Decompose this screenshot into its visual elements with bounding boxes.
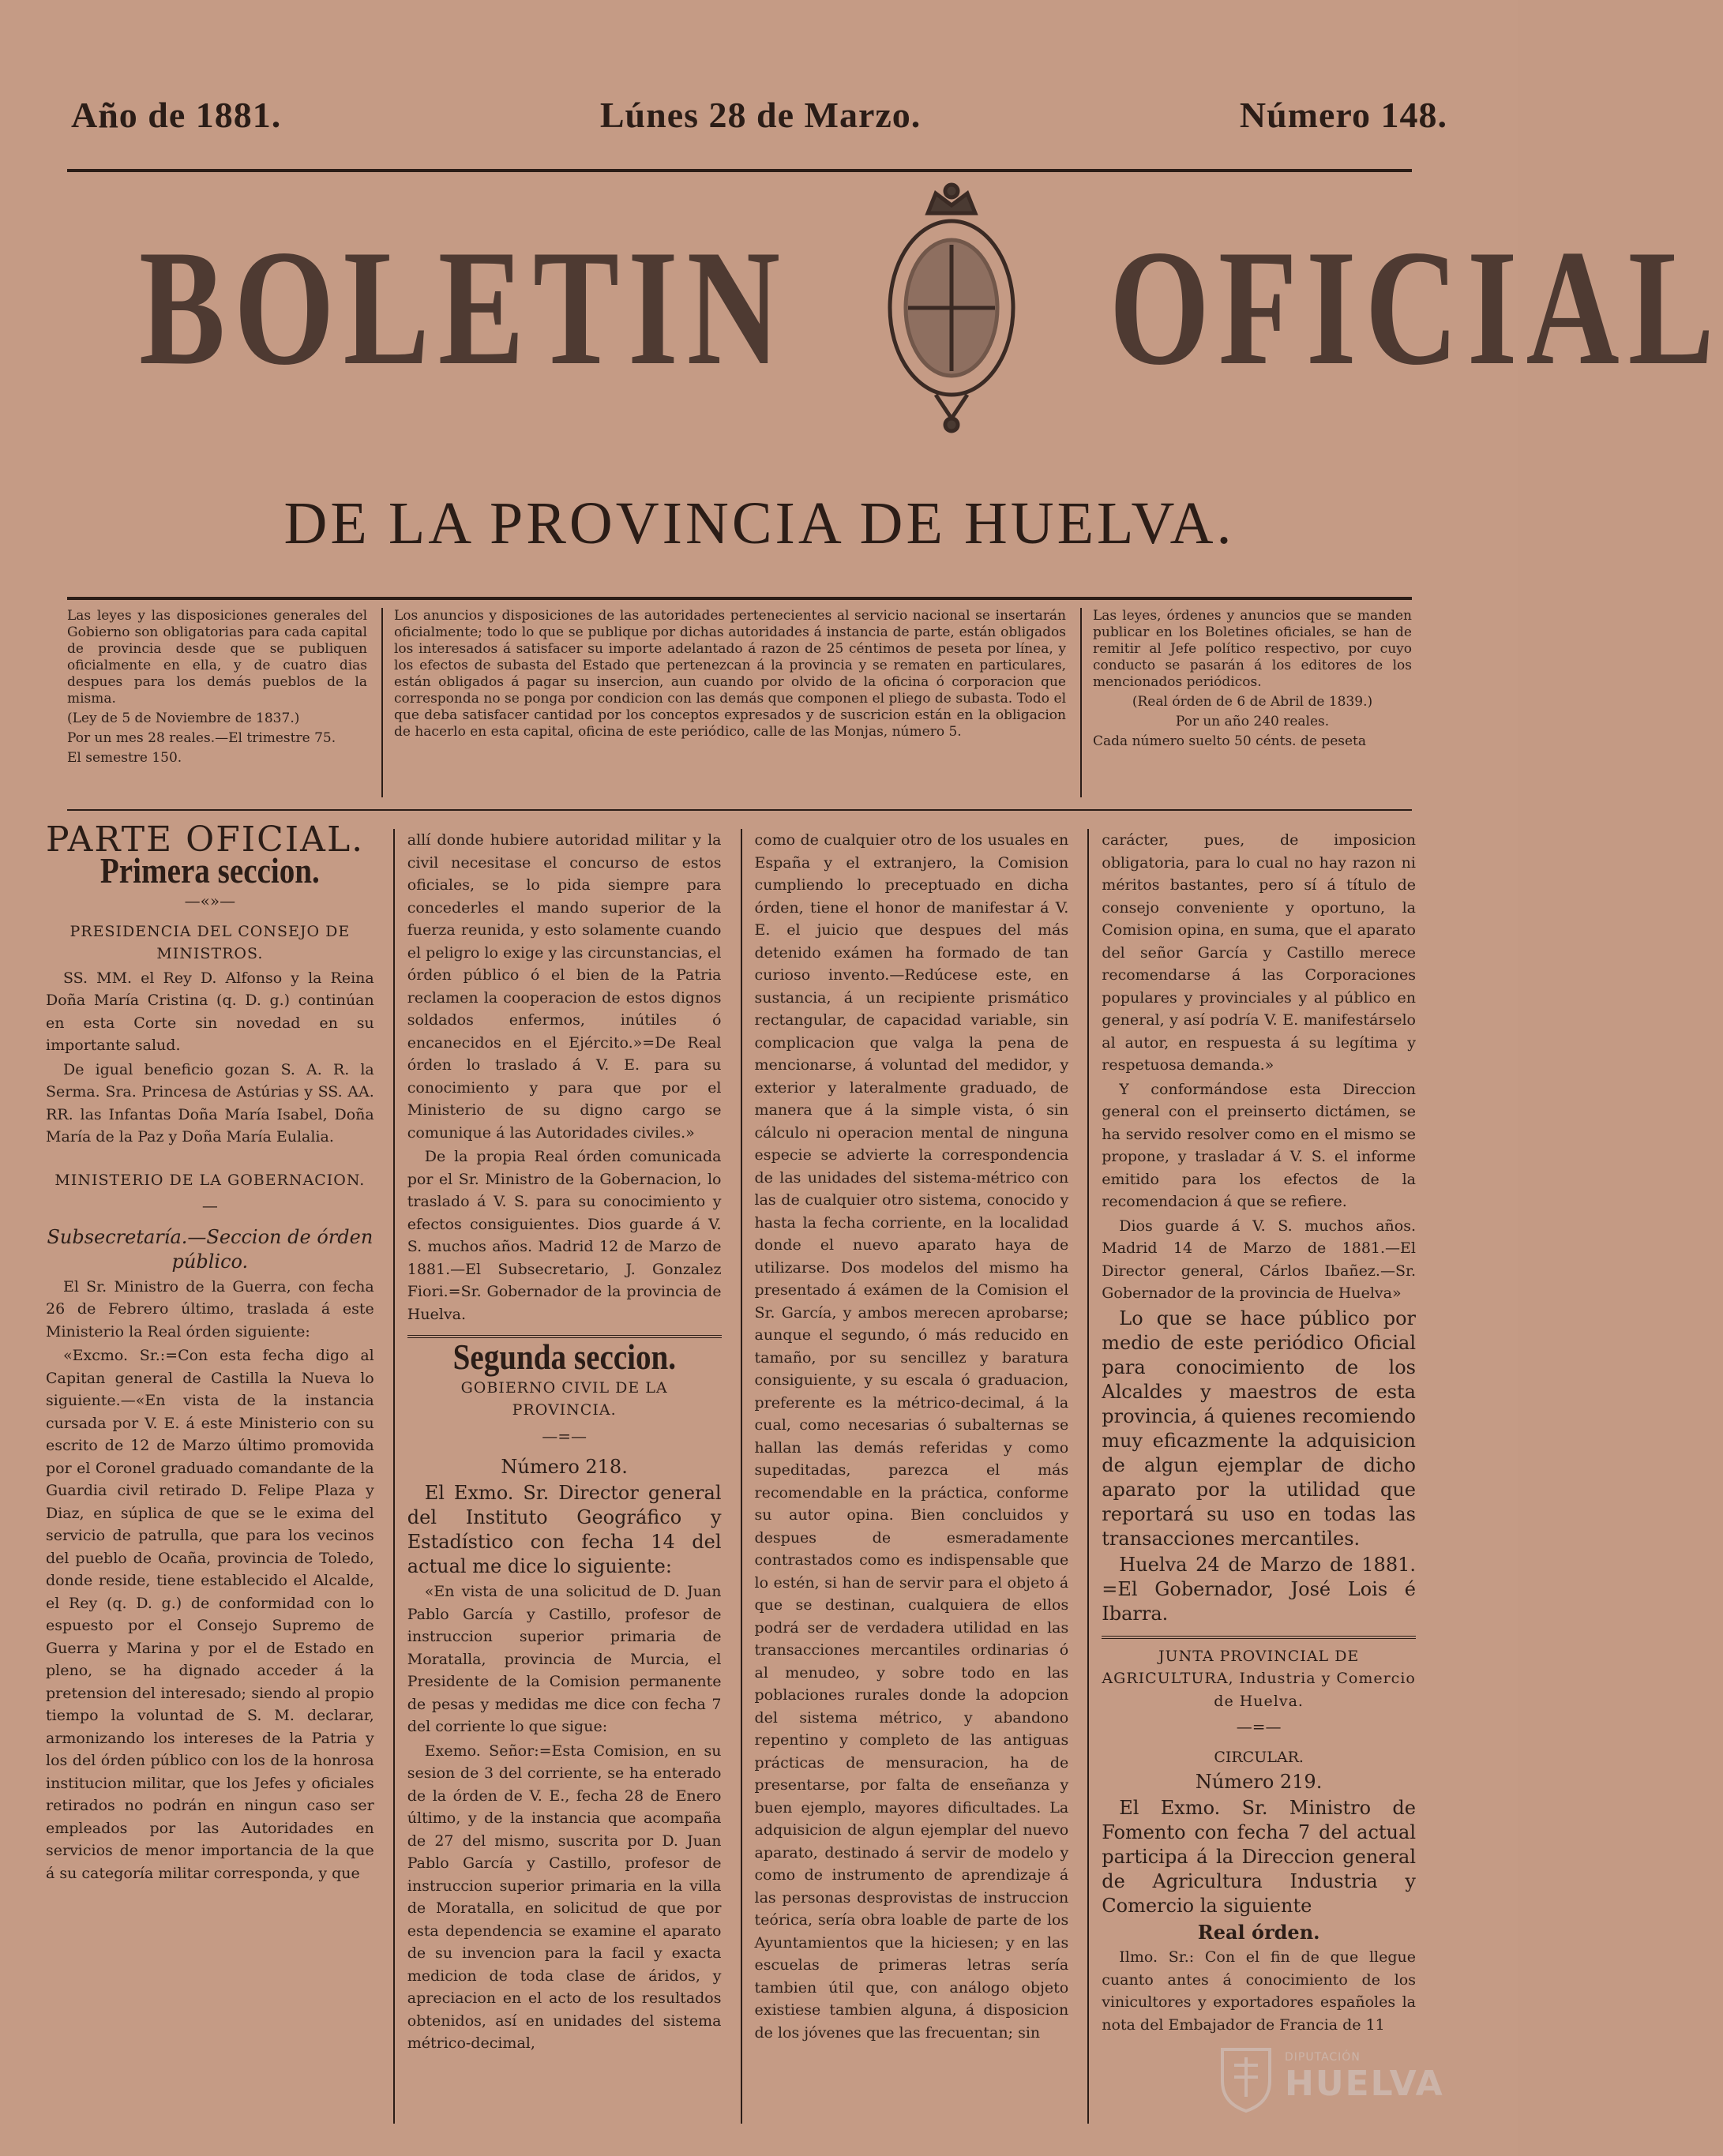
paragraph: De igual beneficio gozan S. A. R. la Serma. Sra. Princesa de Astúrias y SS. AA. RR. las Infantas Doña María Isabel, Doña María de la Paz y Doña María Eulalia.: [46, 1060, 374, 1145]
paragraph: Y conformándose esta Direccion general con el preinserto dictámen, se ha servido resolver como en el mismo se propone, y trasladar á V. S. el informe emitido para los efectos de la recomendacion á que se refiere.: [1102, 1080, 1416, 1210]
paragraph: carácter, pues, de imposicion obligatoria, para lo cual no hay razon ni méritos bastantes, pero sí á título de consejo conveniente y oportuno, la Comision opina, en suma, que el aparato del señor García y Castillo merece recomendarse á las Corporaciones populares y provinciales y al público en general, y así podría V. E. manifestárselo al autor, en respuesta á su legítima y respetuosa demanda.»: [1102, 831, 1416, 1074]
issue-header: [71, 87, 1447, 142]
real-orden-heading: Real órden.: [1197, 1921, 1320, 1944]
paragraph: «Excmo. Sr.:=Con esta fecha digo al Capitan general de Castilla la Nueva lo siguiente.—«En vista de la instancia cursada por V. E. á este Ministerio con su escrito de 12 de Marzo último promovida por el Coronel graduado comandante de la Guardia civil retirado D. Felipe Plaza y Diaz, en súplica de que se le exima del servicio de patrulla, que para los vecinos del pueblo de Ocaña, provincia de Toledo, donde reside, tiene establecido el Alcalde, el Rey (q. D. g.) de conformidad con lo espuesto por el Consejo Supremo de Guerra y Marina y por el de Estado en pleno, se ha dignado acceder á la pretension del interesado; siendo al propio tiempo la voluntad de S. M. declarar, armonizando los intereses de la Patria y los del órden público con los de la honrosa institucion militar, que los Jefes y oficiales retirados no podrán en ningun caso ser empleados por las Autoridades en servicios de menor importancia de la que á su categoría militar corresponda, y que: [46, 1347, 374, 1882]
paragraph: El Exmo. Sr. Director general del Instituto Geográfico y Estadístico con fecha 14 del actual me dice lo siguiente:: [407, 1482, 722, 1577]
ornament: —=—: [1236, 1717, 1282, 1736]
notice-left-law: (Ley de 5 de Noviembre de 1837.): [67, 711, 300, 726]
watermark-top: DIPUTACIÓN: [1285, 2050, 1361, 2064]
numero-219: Número 219.: [1195, 1771, 1323, 1793]
paragraph: Exemo. Señor:=Esta Comision, en su sesion de 3 del corriente, se ha enterado de la órden de V. E., fecha 28 de Enero último, y de la instancia que acompaña de 27 del mismo, suscrita por D. Juan Pablo García y Castillo, profesor de instruccion superior primaria en la villa de Moratalla, en solicitud de que por esta dependencia se examine el aparato de su invencion para la facil y exacta medicion de toda clase de áridos, y apreciacion en el acto de los resultados obtenidos, así en unidades del sistema métrico-decimal,: [407, 1742, 722, 2052]
paragraph: De la propia Real órden comunicada por el Sr. Ministro de la Gobernacion, lo traslado á V. S. para su conocimiento y efectos consiguientes. Dios guarde á V. S. muchos años. Madrid 12 de Marzo de 1881.—El Subsecretario, J. Gonzalez Fiori.=Sr. Gobernador de la provincia de Huelva.: [407, 1148, 722, 1323]
royal-coat-of-arms-icon: [880, 182, 1023, 434]
issue-date: Lúnes 28 de Marzo.: [599, 94, 922, 135]
ornament: —: [201, 1196, 218, 1215]
segunda-seccion-heading: Segunda seccion.: [452, 1337, 676, 1377]
numero-218: Número 218.: [501, 1456, 628, 1478]
article-column-4: [1087, 829, 1416, 2124]
paragraph: Lo que se hace público por medio de este periódico Oficial para conocimiento de los Alcaldes y maestros de esta provincia, á quienes recomiendo muy eficazmente la adquisicion de algun ejemplar de dicho aparato por la utilidad que reportará su uso en todas las transacciones mercantiles.: [1102, 1307, 1416, 1550]
notice-right-order: (Real órden de 6 de Abril de 1839.): [1132, 694, 1373, 710]
subtitle-rule: [67, 597, 1412, 600]
notice-right-text: Las leyes, órdenes y anuncios que se manden publicar en los Boletines oficiales, se han de remitir al Jefe político respectivo, por cuyo conducto se pasarán á los editores de los mencionados periódicos.: [1093, 608, 1412, 690]
diputacion-huelva-watermark: [1218, 2038, 1487, 2117]
notice-left-text: Las leyes y las disposiciones generales del Gobierno son obligatorias para cada capital de provincia desde que se publiquen oficialmente en ella, y de cuatro dias despues para los demás pueblos de la misma.: [67, 608, 367, 707]
header-rule: [67, 169, 1412, 172]
issue-year: Año de 1881.: [71, 94, 282, 135]
subsecretaria-heading: Subsecretaría.—Seccion de órden público.: [47, 1225, 374, 1273]
notice-right: [1080, 608, 1412, 797]
article-column-2: [393, 829, 722, 2124]
notice-middle: [381, 608, 1066, 797]
article-columns: [46, 819, 1416, 2124]
notice-left-price: Por un mes 28 reales.—El trimestre 75.: [67, 730, 336, 746]
paragraph: El Sr. Ministro de la Guerra, con fecha 26 de Febrero último, traslada á este Ministerio la Real órden siguiente:: [46, 1277, 374, 1340]
ministerio-heading: MINISTERIO DE LA GOBERNACION.: [54, 1171, 366, 1189]
presidencia-heading: PRESIDENCIA DEL CONSEJO DE MINISTROS.: [69, 922, 351, 962]
junta-heading: JUNTA PROVINCIAL DE AGRICULTURA, Industria y Comercio de Huelva.: [1102, 1647, 1416, 1710]
paragraph: como de cualquier otro de los usuales en España y el extranjero, la Comision cumpliendo lo preceptuado en dicha órden, tiene el honor de manifestar á V. E. el juicio que despues del más detenido exámen ha formado de tan curioso invento.—Redúcese este, en sustancia, á un recipiente prismático rectangular, de capacidad variable, sin complicacion que valga la pena de mencionarse, á voluntad del medidor, y exterior y lateralmente graduado, de manera que á la simple vista, ó sin cálculo ni operacion mental de ninguna especie se advierte la correspondencia de las unidades del sistema-métrico con las de cualquier otro sistema, conocido y hasta la fecha corriente, en la localidad donde el nuevo aparato haya de utilizarse. Dos modelos del mismo ha presentado á exámen de la Comision el Sr. García, y ambos merecen aprobarse; aunque el segundo, ó más reducido en tamaño, por su sencillez y baratura consiguiente, y su escala ó graduacion, preferente es la métrico-decimal, á la cual, como necesarias ó subalternas se hallan las demás referidas y como supeditadas, parezca el más recomendable en la práctica, conforme su autor opina. Bien concluidos y despues de esmeradamente contrastados como es indispensable que lo estén, si han de servir para el objeto á que se destinan, cualquiera de ellos podrá ser de verdadera utilidad en las transacciones mercantiles ordinarias ó al menudeo, y sobre todo en las poblaciones rurales donde la adopcion del sistema métrico, y abandono repentino y completo de las antiguas prácticas de mensuracion, ha de presentarse, por falta de enseñanza y buen ejemplo, mayores dificultades. La adquisicion de algun ejemplar del nuevo aparato, destinado á servir de modelo y como de instrumento de aprendizaje á las personas desprovistas de instruccion teórica, sería obra loable de parte de los Ayuntamientos que la hiciesen; y en las escuelas de primeras letras sería tambien útil que, con análogo objeto existiese tambien alguna, á disposicion de los jóvenes que las frecuentan; sin: [754, 831, 1069, 2042]
notice-right-single: Cada número suelto 50 cénts. de peseta: [1093, 733, 1367, 749]
notice-middle-text: Los anuncios y disposiciones de las autoridades pertenecientes al servicio nacional se insertarán oficialmente; todo lo que se publique por dichas autoridades á instancia de parte, están obligados los interesados á satisfacer su importe adelantado á razon de 25 céntimos de peseta por línea, y los efectos de subasta del Estado que pertenezcan á la provincia y se rematen en particulares, están obligados á pagar su insercion, aun cuando por olvido de la oficina ó corporacion que corresponda no se ponga por condicion con las demás que componen el pliego de subasta. Todo el que deba satisfacer cantidad por los conceptos expresados y de suscricion están en la obligacion de hacerlo en esta capital, oficina de este periódico, calle de las Monjas, número 5.: [394, 608, 1066, 740]
issue-number: Número 148.: [1239, 94, 1447, 135]
paragraph: El Exmo. Sr. Ministro de Fomento con fecha 7 del actual participa á la Direccion general de Agricultura Industria y Comercio la siguiente: [1102, 1797, 1416, 1917]
notice-left: [67, 608, 367, 797]
watermark-name: HUELVA: [1285, 2063, 1444, 2104]
gobierno-heading: GOBIERNO CIVIL DE LA PROVINCIA.: [460, 1378, 668, 1419]
paragraph: Huelva 24 de Marzo de 1881. =El Gobernador, José Lois é Ibarra.: [1102, 1553, 1416, 1625]
section-divider: [1102, 1636, 1416, 1639]
paragraph: SS. MM. el Rey D. Alfonso y la Reina Doña María Cristina (q. D. g.) continúan en esta Corte sin novedad en su importante salud.: [46, 969, 374, 1054]
notice-right-price: Por un año 240 reales.: [1175, 714, 1330, 729]
subscription-notices: [67, 608, 1412, 797]
masthead: [47, 189, 1723, 426]
masthead-subtitle: DE LA PROVINCIA DE HUELVA.: [283, 490, 1235, 557]
parte-oficial-heading: PARTE OFICIAL.: [46, 819, 365, 860]
paragraph: allí donde hubiere autoridad militar y la civil necesitase el concurso de estos oficiales, se lo pida siempre para concederles el mando superior de la fuerza reunida, y esto solamente cuando el peligro lo exige y las circunstancias, el órden público ó el bien de la Patria reclamen la cooperacion de estos dignos soldados enfermos, inútiles ó encanecidos en el Ejército.»=De Real órden lo traslado á V. E. para su conocimiento y para que por el Ministerio de su digno cargo se comunique á las Autoridades civiles.»: [407, 831, 722, 1142]
article-column-1: [46, 819, 374, 2124]
article-column-3: [741, 829, 1069, 2124]
notices-rule: [67, 809, 1412, 811]
paragraph: «En vista de una solicitud de D. Juan Pablo García y Castillo, profesor de instruccion superior primaria de Moratalla, provincia de Murcia, el Presidente de la Comision permanente de pesas y medidas me dice con fecha 7 del corriente lo que sigue:: [407, 1583, 722, 1735]
paragraph: Dios guarde á V. S. muchos años. Madrid 14 de Marzo de 1881.—El Director general, Cárlos Ibañez.—Sr. Gobernador de la provincia de Huelva»: [1102, 1217, 1416, 1302]
shield-icon: [1218, 2042, 1274, 2113]
notice-left-semester: El semestre 150.: [67, 750, 182, 766]
circular-heading: CIRCULAR.: [1214, 1748, 1304, 1766]
masthead-right-word: OFICIAL: [1109, 216, 1723, 399]
primera-seccion-heading: Primera seccion.: [99, 849, 320, 891]
paragraph: Ilmo. Sr.: Con el fin de que llegue cuanto antes á conocimiento de los vinicultores y exportadores españoles la nota del Embajador de Francia de 11: [1102, 1948, 1416, 2034]
ornament: —=—: [542, 1426, 587, 1445]
ornament: —«»—: [184, 891, 236, 910]
masthead-left-word: BOLETIN: [139, 216, 789, 399]
